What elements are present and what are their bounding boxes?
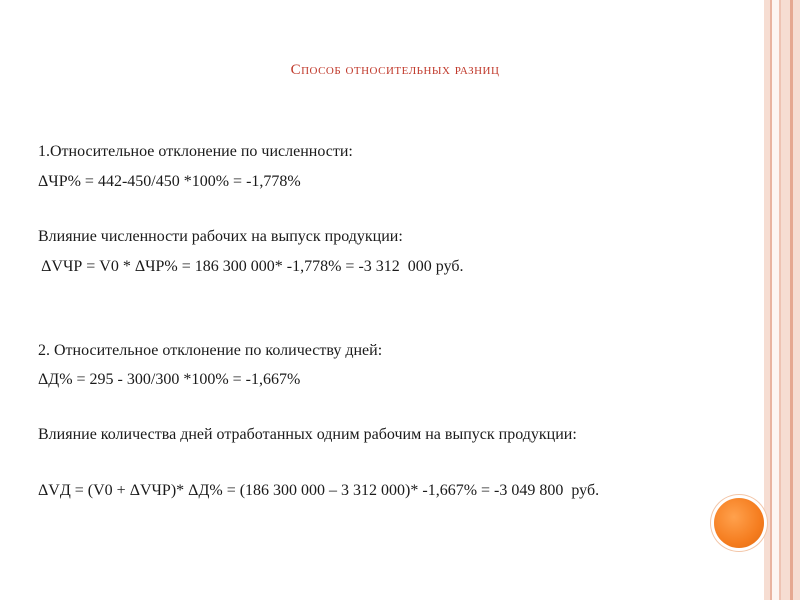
- formula-line: ΔVЧР = V0 * ΔЧР% = 186 300 000* -1,778% = -3 312 000 руб.: [38, 258, 464, 275]
- text-line: 1.Относительное отклонение по численности:: [38, 143, 353, 160]
- frame-line: [779, 0, 781, 600]
- text-line: Влияние численности рабочих на выпуск продукции:: [38, 228, 403, 245]
- formula-line: ΔЧР% = 442-450/450 *100% = -1,778%: [38, 173, 301, 190]
- text-line: 2. Относительное отклонение по количеству дней:: [38, 342, 383, 359]
- formula-line: ΔVД = (V0 + ΔVЧР)* ΔД% = (186 300 000 – 3 312 000)* -1,667% = -3 049 800 руб.: [38, 482, 600, 499]
- text-line: Влияние количества дней отработанных одним рабочим на выпуск продукции:: [38, 426, 577, 443]
- decorative-circle: [714, 498, 764, 548]
- slide-title: Способ относительных разниц: [290, 62, 500, 78]
- frame-stripe: [772, 0, 779, 600]
- formula-line: ΔД% = 295 - 300/300 *100% = -1,667%: [38, 371, 301, 388]
- frame-line: [770, 0, 772, 600]
- frame-line: [790, 0, 793, 600]
